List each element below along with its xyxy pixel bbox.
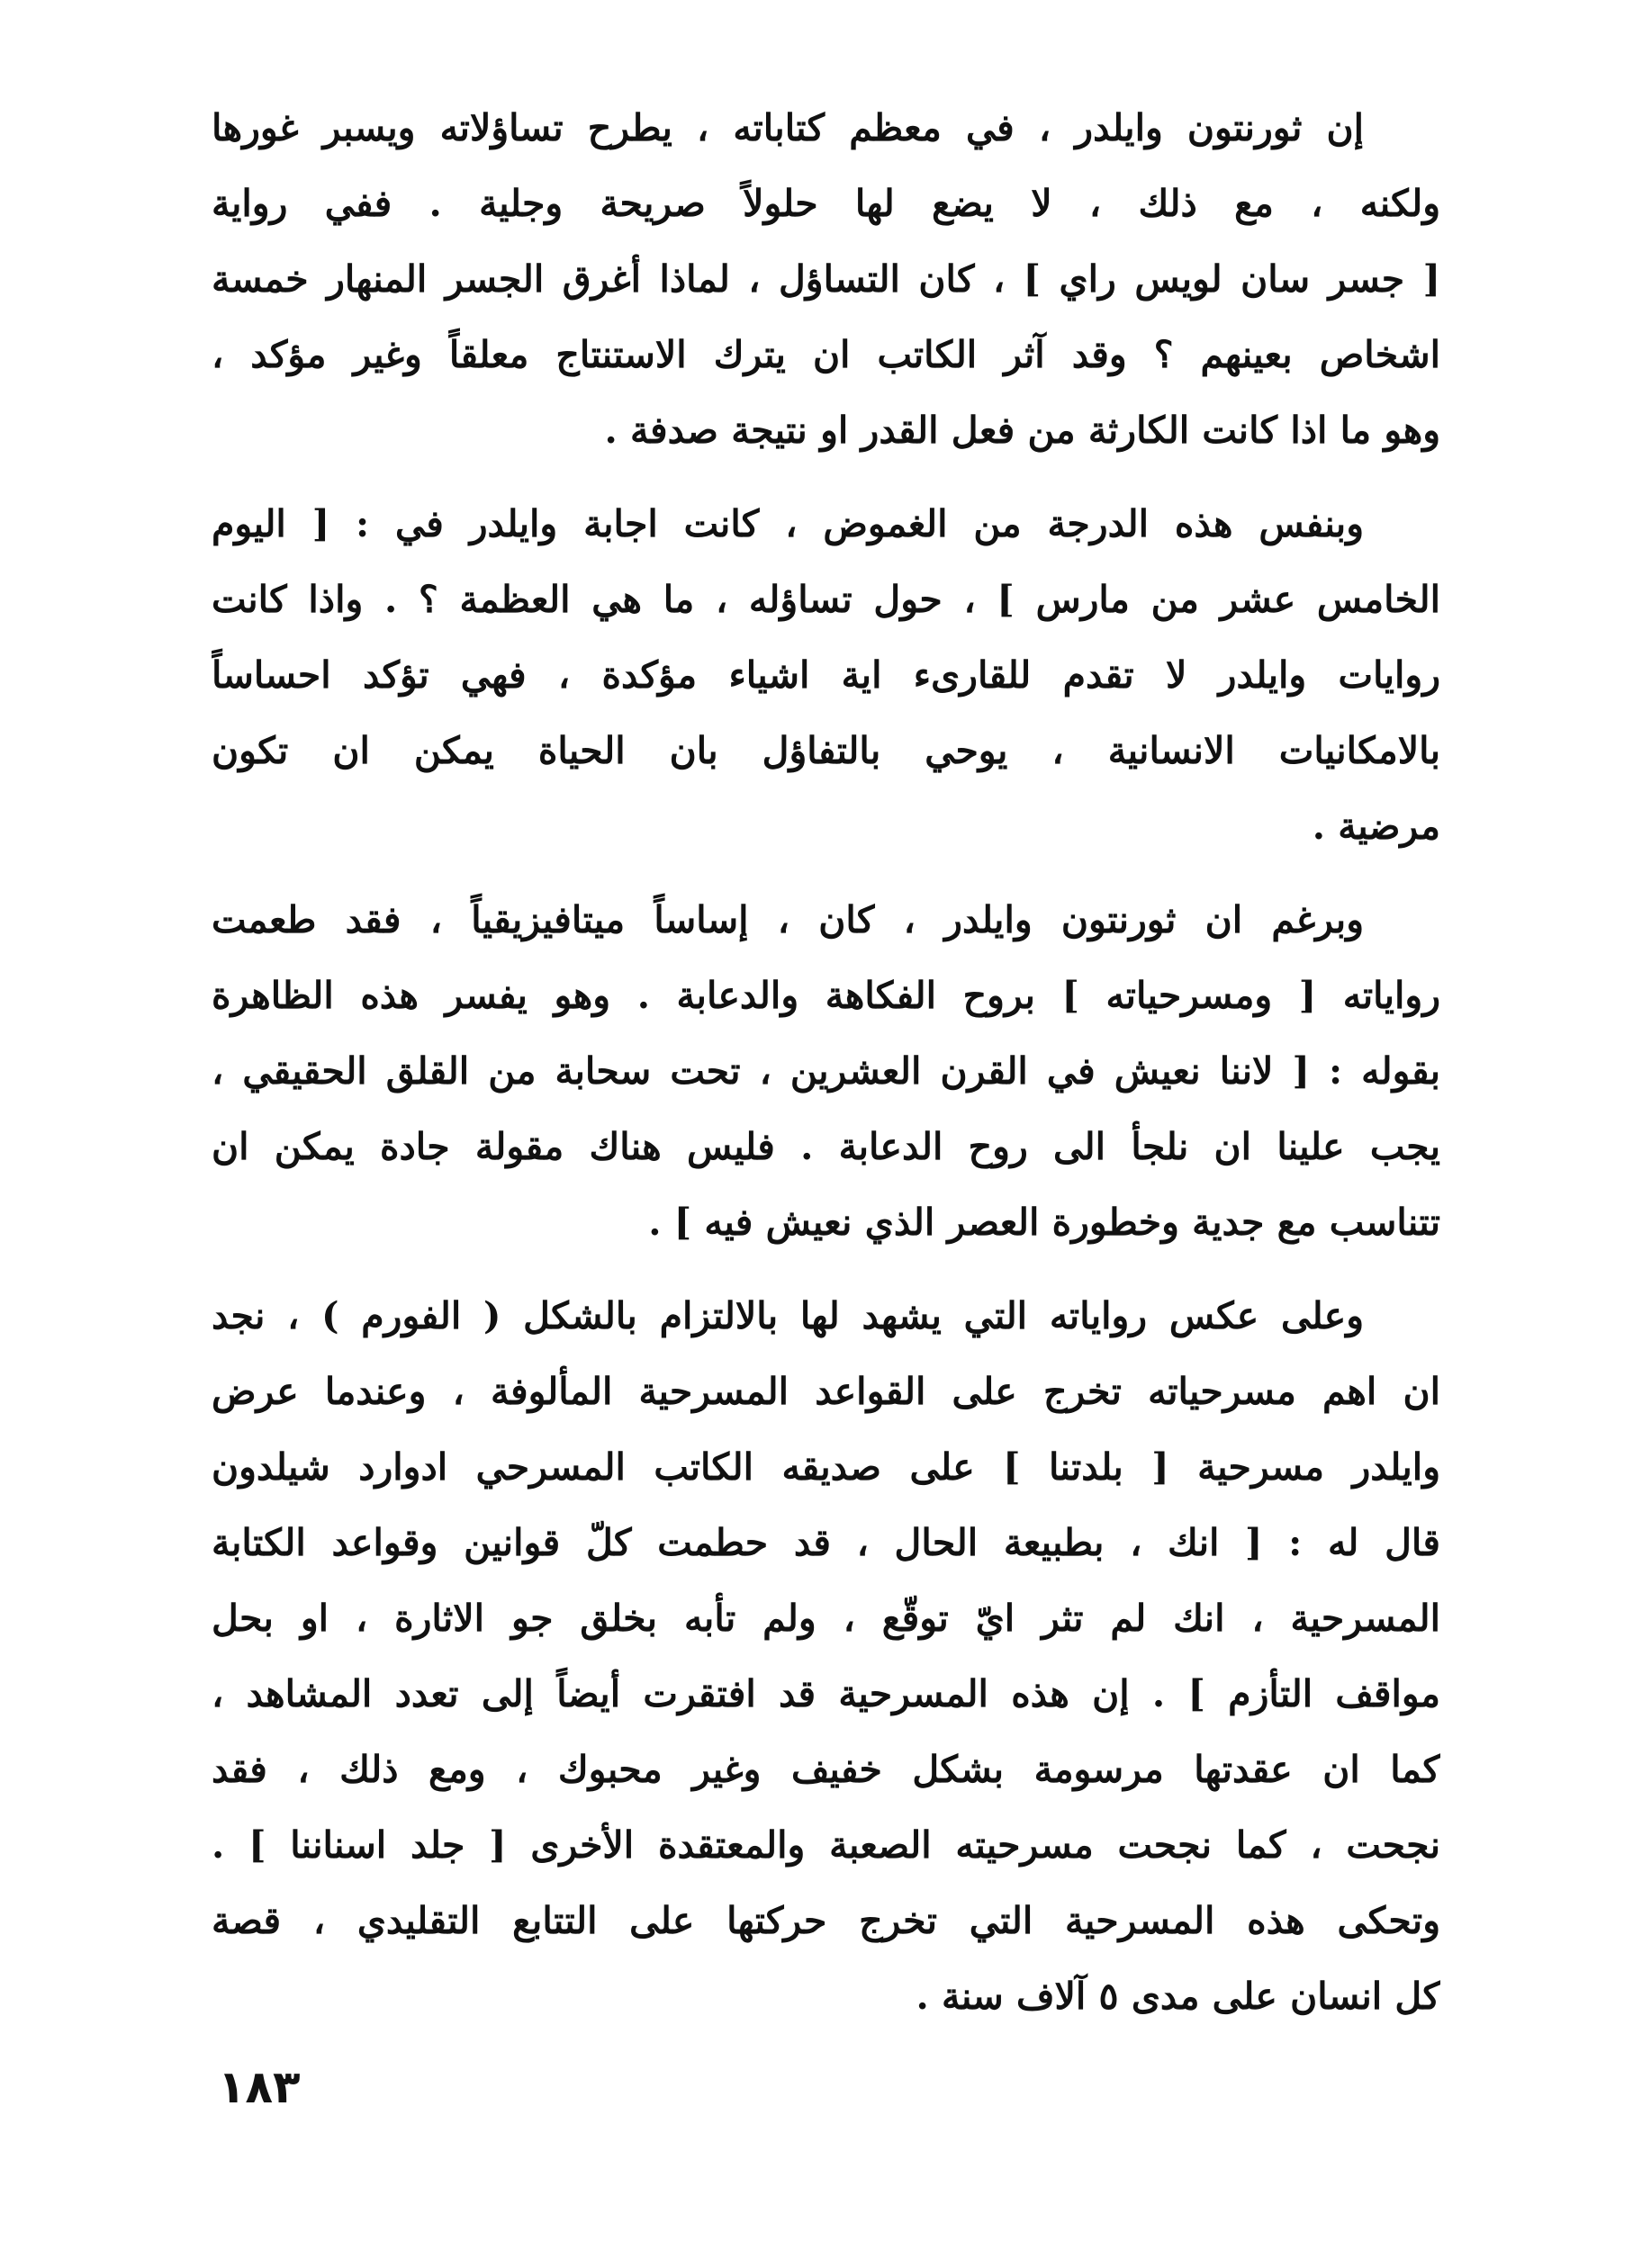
text-line: كما ان عقدتها مرسومة بشكل خفيف وغير محبوك ، ومع ذلك ، فقد <box>212 1748 1440 1791</box>
text-line: وهو ما اذا كانت الكارثة من فعل القدر او نتيجة صدفة . <box>604 409 1440 452</box>
text-line: وايلدر مسرحية [ بلدتنا ] على صديقه الكاتب المسرحي ادوارد شيلدون <box>212 1445 1440 1489</box>
text-line: يجب علينا ان نلجأ الى روح الدعابة . فليس هناك مقولة جادة يمكن ان <box>212 1125 1440 1168</box>
text-line: قال له : [ انك ، بطبيعة الحال ، قد حطمت كلّ قوانين وقواعد الكتابة <box>212 1521 1440 1564</box>
paragraph <box>212 882 1440 1260</box>
body-text <box>212 90 1440 2052</box>
text-line: وعلى عكس رواياته التي يشهد لها بالالتزام بالشكل ( الفورم ) ، نجد <box>212 1294 1364 1337</box>
paragraph <box>212 486 1440 864</box>
text-line: ان اهم مسرحياته تخرج على القواعد المسرحية المألوفة ، وعندما عرض <box>212 1370 1440 1413</box>
text-line: [ جسر سان لويس راي ] ، كان التساؤل ، لماذا أغرق الجسر المنهار خمسة <box>212 257 1440 301</box>
paragraph <box>212 1278 1440 2034</box>
text-line: بقوله : [ لاننا نعيش في القرن العشرين ، تحت سحابة من القلق الحقيقي ، <box>212 1049 1440 1093</box>
text-line: الخامس عشر من مارس ] ، حول تساؤله ، ما هي العظمة ؟ . واذا كانت <box>212 578 1440 621</box>
text-line: إن ثورنتون وايلدر ، في معظم كتاباته ، يطرح تساؤلاته ويسبر غورها <box>212 106 1364 149</box>
text-line: ولكنه ، مع ذلك ، لا يضع لها حلولاً صريحة وجلية . ففي رواية <box>212 182 1440 225</box>
text-line: بالامكانيات الانسانية ، يوحي بالتفاؤل بان الحياة يمكن ان تكون <box>212 729 1440 772</box>
text-line: روايات وايلدر لا تقدم للقارىء اية اشياء مؤكدة ، فهي تؤكد احساساً <box>212 653 1440 697</box>
page-number: ١٨٣ <box>218 2061 301 2113</box>
text-line: المسرحية ، انك لم تثر ايّ توقّع ، ولم تأبه بخلق جو الاثارة ، او بحل <box>212 1597 1440 1640</box>
text-line: رواياته [ ومسرحياته ] بروح الفكاهة والدعابة . وهو يفسر هذه الظاهرة <box>212 974 1440 1017</box>
text-line: مواقف التأزم ] . إن هذه المسرحية قد افتقرت أيضاً إلى تعدد المشاهد ، <box>212 1672 1440 1715</box>
text-line: اشخاص بعينهم ؟ وقد آثر الكاتب ان يترك الاستنتاج معلقاً وغير مؤكد ، <box>212 333 1440 376</box>
paragraph <box>212 90 1440 468</box>
text-line: نجحت ، كما نجحت مسرحيته الصعبة والمعتقدة الأخرى [ جلد اسناننا ] . <box>212 1823 1440 1867</box>
text-line: تتناسب مع جدية وخطورة العصر الذي نعيش فيه ] . <box>648 1201 1440 1244</box>
text-line: مرضية . <box>1312 805 1440 848</box>
text-line: كل انسان على مدى ٥ آلاف سنة . <box>916 1975 1440 2018</box>
text-line: وبرغم ان ثورنتون وايلدر ، كان ، إساساً ميتافيزيقياً ، فقد طعمت <box>212 898 1364 941</box>
text-line: وبنفس هذه الدرجة من الغموض ، كانت اجابة وايلدر في : [ اليوم <box>212 502 1364 545</box>
text-line: وتحكى هذه المسرحية التي تخرج حركتها على التتابع التقليدي ، قصة <box>212 1899 1440 1942</box>
